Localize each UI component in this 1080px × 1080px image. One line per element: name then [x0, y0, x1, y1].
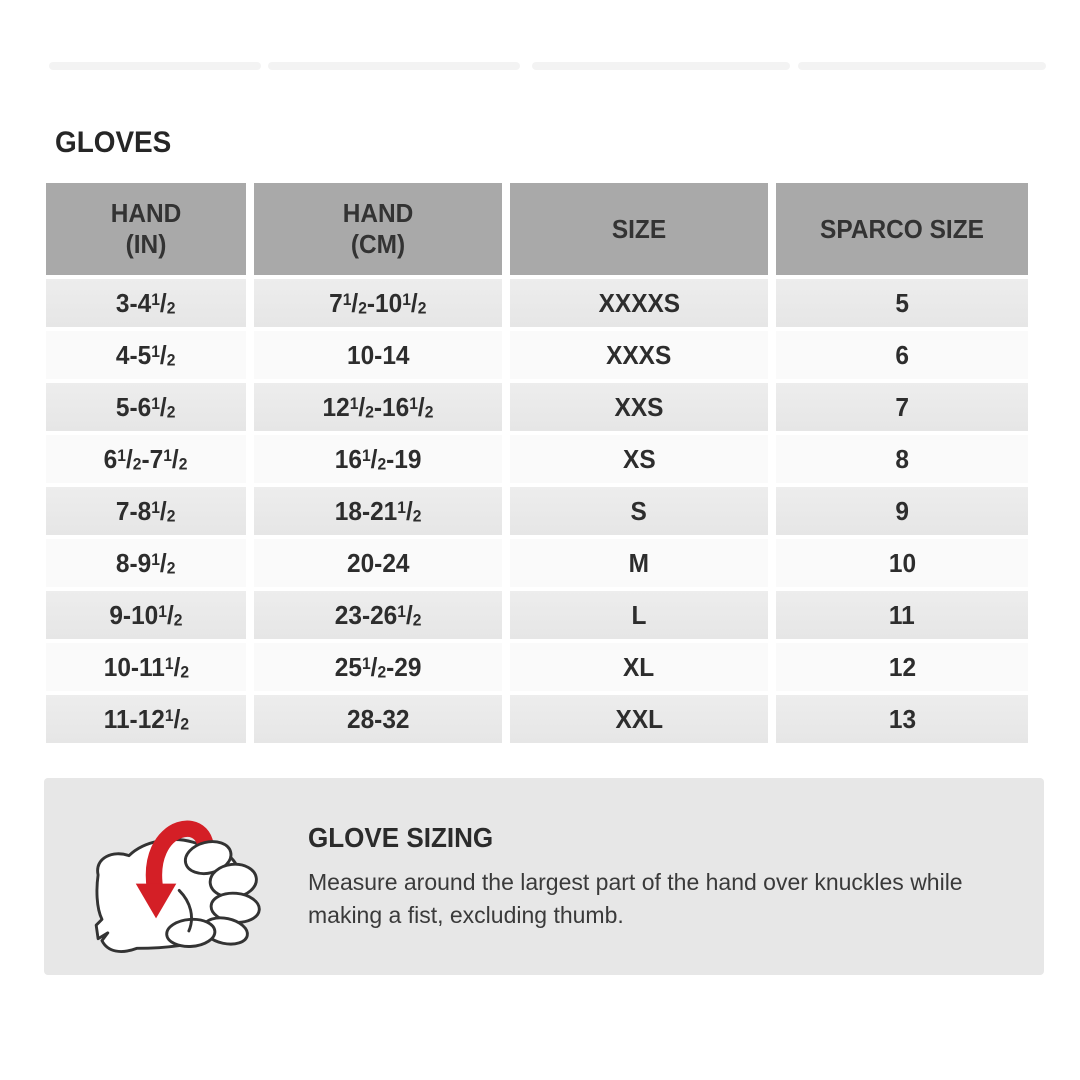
table-cell: 28-32: [254, 695, 502, 743]
column-header-size: [510, 183, 768, 275]
table-row: [46, 383, 1028, 431]
table-cell: $6^1/_2-7^1/_2$: [46, 435, 246, 483]
table-cell: $11-12^1/_2$: [46, 695, 246, 743]
table-cell: $5-6^1/_2$: [46, 383, 246, 431]
table-cell: $12^1/_2-16^1/_2$: [254, 383, 502, 431]
table-cell: XXL: [510, 695, 768, 743]
table-cell: $4-5^1/_2$: [46, 331, 246, 379]
column-header-sparco-size: [776, 183, 1028, 275]
table-cell: XXXXS: [510, 279, 768, 327]
top-divider-segment: [49, 62, 261, 70]
table-row: [46, 435, 1028, 483]
column-header-label: HAND: [110, 198, 182, 228]
table-body: [46, 279, 1028, 743]
table-row: [46, 487, 1028, 535]
table-cell: $10-11^1/_2$: [46, 643, 246, 691]
glove-sizing-panel: [44, 778, 1044, 975]
table-cell: XXS: [510, 383, 768, 431]
table-cell: $3-4^1/_2$: [46, 279, 246, 327]
top-divider-segment: [268, 62, 520, 70]
fist-measure-icon: [82, 790, 288, 958]
table-cell: $25^1/_2-29$: [254, 643, 502, 691]
table-cell: $18-21^1/_2$: [254, 487, 502, 535]
table-cell: 10: [776, 539, 1028, 587]
table-cell: XL: [510, 643, 768, 691]
table-row: [46, 695, 1028, 743]
table-cell: $7-8^1/_2$: [46, 487, 246, 535]
column-header-label: SPARCO SIZE: [820, 213, 984, 244]
table-cell: M: [510, 539, 768, 587]
table-cell: 9: [776, 487, 1028, 535]
glove-sizing-table: [38, 179, 1036, 747]
table-cell: $8-9^1/_2$: [46, 539, 246, 587]
table-cell: 6: [776, 331, 1028, 379]
table-cell: 10-14: [254, 331, 502, 379]
table-cell: 7: [776, 383, 1028, 431]
table-row: [46, 591, 1028, 639]
table-row: [46, 643, 1028, 691]
glove-sizing-instructions: [308, 866, 963, 932]
table-row: [46, 331, 1028, 379]
table-cell: XS: [510, 435, 768, 483]
column-header-hand-in: [46, 183, 246, 275]
page-title: GLOVES: [55, 126, 172, 159]
instruction-line: making a fist, excluding thumb.: [308, 902, 624, 928]
table-cell: L: [510, 591, 768, 639]
table-row: [46, 279, 1028, 327]
table-header-row: [46, 183, 1028, 275]
table-cell: $23-26^1/_2$: [254, 591, 502, 639]
table-cell: 5: [776, 279, 1028, 327]
table-cell: 12: [776, 643, 1028, 691]
table-row: [46, 539, 1028, 587]
table-cell: 20-24: [254, 539, 502, 587]
table-cell: XXXS: [510, 331, 768, 379]
top-divider-segment: [532, 62, 790, 70]
column-header-hand-cm: [254, 183, 502, 275]
column-header-label: (CM): [350, 229, 406, 259]
table-cell: 13: [776, 695, 1028, 743]
column-header-label: (IN): [125, 229, 167, 259]
table-cell: $16^1/_2-19$: [254, 435, 502, 483]
table-cell: $9-10^1/_2$: [46, 591, 246, 639]
table-cell: 11: [776, 591, 1028, 639]
column-header-label: HAND: [342, 198, 414, 228]
table-cell: $7^1/_2-10^1/_2$: [254, 279, 502, 327]
column-header-label: SIZE: [611, 213, 667, 244]
instruction-line: Measure around the largest part of the hand over knuckles while: [308, 869, 963, 895]
table-cell: S: [510, 487, 768, 535]
table-cell: 8: [776, 435, 1028, 483]
glove-sizing-heading: GLOVE SIZING: [308, 822, 494, 853]
top-divider-segment: [798, 62, 1046, 70]
